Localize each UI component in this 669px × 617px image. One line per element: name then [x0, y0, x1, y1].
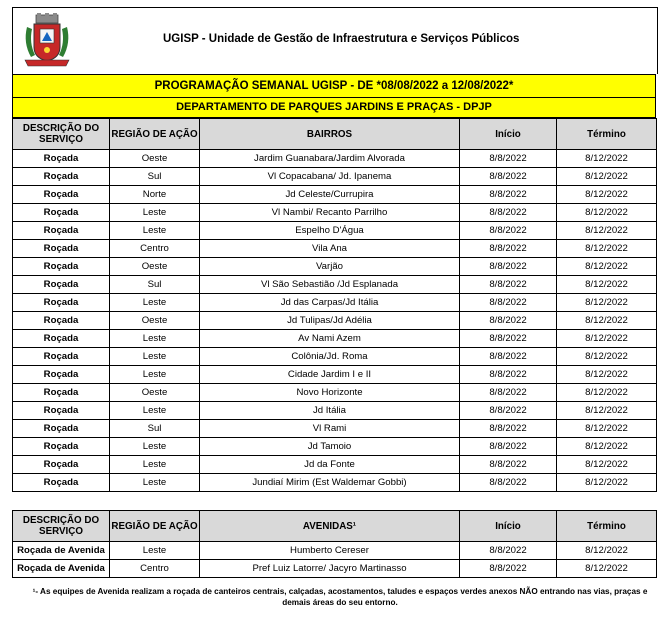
cell-end: 8/12/2022 [557, 186, 657, 204]
cell-start: 8/8/2022 [460, 438, 557, 456]
cell-region: Leste [110, 402, 200, 420]
cell-end: 8/12/2022 [557, 276, 657, 294]
col-header-region: REGIÃO DE AÇÃO [110, 511, 200, 542]
table-row [13, 240, 657, 258]
cell-location: Vila Ana [200, 240, 460, 258]
cell-location: Colônia/Jd. Roma [200, 348, 460, 366]
cell-service: Roçada [13, 366, 110, 384]
cell-location: Jundiaí Mirim (Est Waldemar Gobbi) [200, 474, 460, 492]
table-row [13, 222, 657, 240]
table-row [13, 330, 657, 348]
cell-region: Leste [110, 348, 200, 366]
table-row [13, 420, 657, 438]
weekly-schedule-banner: PROGRAMAÇÃO SEMANAL UGISP - DE *08/08/2022 a 12/08/2022* [12, 74, 656, 98]
cell-service: Roçada [13, 294, 110, 312]
cell-region: Oeste [110, 150, 200, 168]
cell-service: Roçada [13, 222, 110, 240]
cell-start: 8/8/2022 [460, 150, 557, 168]
cell-start: 8/8/2022 [460, 384, 557, 402]
cell-service: Roçada [13, 330, 110, 348]
cell-start: 8/8/2022 [460, 276, 557, 294]
cell-service: Roçada [13, 258, 110, 276]
col-header-service: DESCRIÇÃO DO SERVIÇO [13, 511, 110, 542]
cell-end: 8/12/2022 [557, 456, 657, 474]
cell-region: Leste [110, 438, 200, 456]
cell-location: Novo Horizonte [200, 384, 460, 402]
cell-region: Oeste [110, 258, 200, 276]
table-row [13, 204, 657, 222]
cell-service: Roçada [13, 150, 110, 168]
cell-region: Leste [110, 456, 200, 474]
col-header-avenues: AVENIDAS¹ [200, 511, 460, 542]
neighborhoods-table [12, 118, 657, 492]
municipal-coat-of-arms-icon [21, 13, 73, 69]
cell-region: Leste [110, 294, 200, 312]
col-header-region: REGIÃO DE AÇÃO [110, 119, 200, 150]
cell-start: 8/8/2022 [460, 312, 557, 330]
table-row [13, 258, 657, 276]
cell-start: 8/8/2022 [460, 222, 557, 240]
cell-end: 8/12/2022 [557, 222, 657, 240]
cell-end: 8/12/2022 [557, 150, 657, 168]
cell-location: Cidade Jardim I e II [200, 366, 460, 384]
cell-service: Roçada [13, 438, 110, 456]
cell-service: Roçada [13, 312, 110, 330]
cell-region: Leste [110, 222, 200, 240]
cell-end: 8/12/2022 [557, 330, 657, 348]
table-row [13, 366, 657, 384]
cell-service: Roçada [13, 204, 110, 222]
col-header-end: Término [557, 511, 657, 542]
table-row [13, 438, 657, 456]
cell-region: Leste [110, 366, 200, 384]
cell-end: 8/12/2022 [557, 258, 657, 276]
cell-location: Jd das Carpas/Jd Itália [200, 294, 460, 312]
cell-end: 8/12/2022 [557, 204, 657, 222]
cell-service: Roçada [13, 240, 110, 258]
table-row [13, 150, 657, 168]
cell-end: 8/12/2022 [557, 420, 657, 438]
table-row [13, 186, 657, 204]
col-header-start: Início [460, 119, 557, 150]
cell-service: Roçada [13, 456, 110, 474]
cell-location: Av Nami Azem [200, 330, 460, 348]
cell-region: Centro [110, 240, 200, 258]
cell-location: Pref Luiz Latorre/ Jacyro Martinasso [200, 560, 460, 578]
cell-start: 8/8/2022 [460, 348, 557, 366]
cell-region: Centro [110, 560, 200, 578]
cell-region: Oeste [110, 384, 200, 402]
col-header-neighborhoods: BAIRROS [200, 119, 460, 150]
cell-start: 8/8/2022 [460, 402, 557, 420]
cell-location: Espelho D'Água [200, 222, 460, 240]
cell-service: Roçada [13, 348, 110, 366]
cell-start: 8/8/2022 [460, 420, 557, 438]
table-row [13, 312, 657, 330]
cell-location: Varjão [200, 258, 460, 276]
cell-region: Leste [110, 474, 200, 492]
department-banner: DEPARTAMENTO DE PARQUES JARDINS E PRAÇAS - DPJP [12, 98, 656, 118]
cell-end: 8/12/2022 [557, 438, 657, 456]
cell-end: 8/12/2022 [557, 312, 657, 330]
cell-service: Roçada de Avenida [13, 560, 110, 578]
footnote: ¹- As equipes de Avenida realizam a roçada de canteiros centrais, calçadas, acostamentos, taludes e espaços verdes anexos NÃO entrando nas vias, praças e demais áreas do seu entorno. [32, 587, 648, 607]
cell-region: Norte [110, 186, 200, 204]
cell-end: 8/12/2022 [557, 366, 657, 384]
cell-service: Roçada [13, 186, 110, 204]
cell-end: 8/12/2022 [557, 560, 657, 578]
table-row [13, 456, 657, 474]
cell-start: 8/8/2022 [460, 474, 557, 492]
cell-start: 8/8/2022 [460, 186, 557, 204]
cell-service: Roçada [13, 384, 110, 402]
cell-start: 8/8/2022 [460, 560, 557, 578]
cell-service: Roçada [13, 420, 110, 438]
cell-start: 8/8/2022 [460, 330, 557, 348]
cell-location: Jd da Fonte [200, 456, 460, 474]
org-title: UGISP - Unidade de Gestão de Infraestrutura e Serviços Públicos [163, 33, 520, 45]
cell-end: 8/12/2022 [557, 542, 657, 560]
cell-location: Jd Tulipas/Jd Adélia [200, 312, 460, 330]
cell-region: Sul [110, 168, 200, 186]
cell-start: 8/8/2022 [460, 168, 557, 186]
cell-start: 8/8/2022 [460, 542, 557, 560]
cell-start: 8/8/2022 [460, 240, 557, 258]
cell-service: Roçada de Avenida [13, 542, 110, 560]
cell-service: Roçada [13, 474, 110, 492]
col-header-start: Início [460, 511, 557, 542]
table-row [13, 384, 657, 402]
avenues-table [12, 510, 657, 578]
cell-end: 8/12/2022 [557, 384, 657, 402]
table-row [13, 348, 657, 366]
col-header-end: Término [557, 119, 657, 150]
cell-region: Sul [110, 276, 200, 294]
cell-start: 8/8/2022 [460, 456, 557, 474]
table-row [13, 560, 657, 578]
cell-end: 8/12/2022 [557, 168, 657, 186]
cell-location: Jd Celeste/Currupira [200, 186, 460, 204]
cell-end: 8/12/2022 [557, 348, 657, 366]
cell-service: Roçada [13, 276, 110, 294]
cell-location: Vl Rami [200, 420, 460, 438]
cell-region: Leste [110, 330, 200, 348]
cell-location: Vl Nambi/ Recanto Parrilho [200, 204, 460, 222]
cell-region: Leste [110, 204, 200, 222]
table-header-row [13, 511, 657, 542]
cell-end: 8/12/2022 [557, 474, 657, 492]
cell-location: Jd Itália [200, 402, 460, 420]
cell-location: Jardim Guanabara/Jardim Alvorada [200, 150, 460, 168]
table-row [13, 402, 657, 420]
cell-region: Sul [110, 420, 200, 438]
cell-region: Leste [110, 542, 200, 560]
table-row [13, 474, 657, 492]
cell-service: Roçada [13, 402, 110, 420]
cell-start: 8/8/2022 [460, 258, 557, 276]
cell-location: Jd Tamoio [200, 438, 460, 456]
cell-service: Roçada [13, 168, 110, 186]
cell-region: Oeste [110, 312, 200, 330]
col-header-service: DESCRIÇÃO DO SERVIÇO [13, 119, 110, 150]
cell-end: 8/12/2022 [557, 240, 657, 258]
document-header [12, 7, 658, 74]
table-row [13, 542, 657, 560]
cell-start: 8/8/2022 [460, 366, 557, 384]
cell-location: Humberto Cereser [200, 542, 460, 560]
table-row [13, 294, 657, 312]
table-row [13, 276, 657, 294]
cell-end: 8/12/2022 [557, 294, 657, 312]
cell-end: 8/12/2022 [557, 402, 657, 420]
cell-location: Vl São Sebastião /Jd Esplanada [200, 276, 460, 294]
cell-start: 8/8/2022 [460, 204, 557, 222]
table-row [13, 168, 657, 186]
table-header-row [13, 119, 657, 150]
cell-location: Vl Copacabana/ Jd. Ipanema [200, 168, 460, 186]
cell-start: 8/8/2022 [460, 294, 557, 312]
